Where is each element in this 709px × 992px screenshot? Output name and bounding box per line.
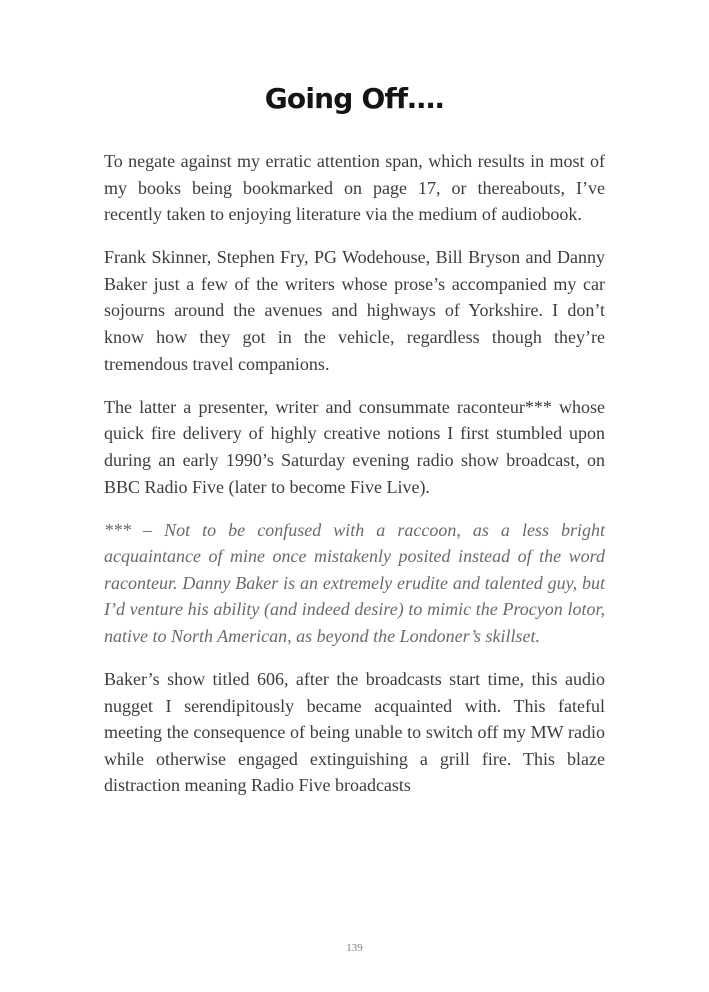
footnote: *** – Not to be confused with a raccoon, as a less bright acquaintance of mine once mistakenly posited instead of the word raconteur. Danny Baker is an extremely erudite and talented guy, but I’d venture his ability (and indeed desire) to mimic the Procyon lotor, native to North American, as beyond the Londoner’s skillset.: [104, 519, 605, 646]
page-number: 139: [346, 942, 363, 954]
paragraph-1: To negate against my erratic attention span, which results in most of my books being bookmarked on page 17, or thereabouts, I’ve recently taken to enjoying literature via the medium of audiobook.: [104, 151, 605, 225]
chapter-title: Going Off….: [264, 82, 445, 115]
paragraph-3: The latter a presenter, writer and consummate raconteur*** whose quick fire delivery of highly creative notions I first stumbled upon during an early 1990’s Saturday evening radio show broadcast, on BBC Radio Five (later to become Five Live).: [104, 396, 605, 497]
paragraph-4: Baker’s show titled 606, after the broadcasts start time, this audio nugget I serendipitously became acquainted with. This fateful meeting the consequence of being unable to switch off my MW radio while otherwise engaged extinguishing a grill fire. This blaze distraction meaning Radio Five broadcasts: [104, 669, 605, 796]
paragraph-2: Frank Skinner, Stephen Fry, PG Wodehouse, Bill Bryson and Danny Baker just a few of the writers whose prose’s accompanied my car sojourns around the avenues and highways of Yorkshire. I don’t know how they got in the vehicle, regardless though they’re tremendous travel companions.: [104, 247, 605, 374]
chapter-body: [104, 148, 605, 816]
